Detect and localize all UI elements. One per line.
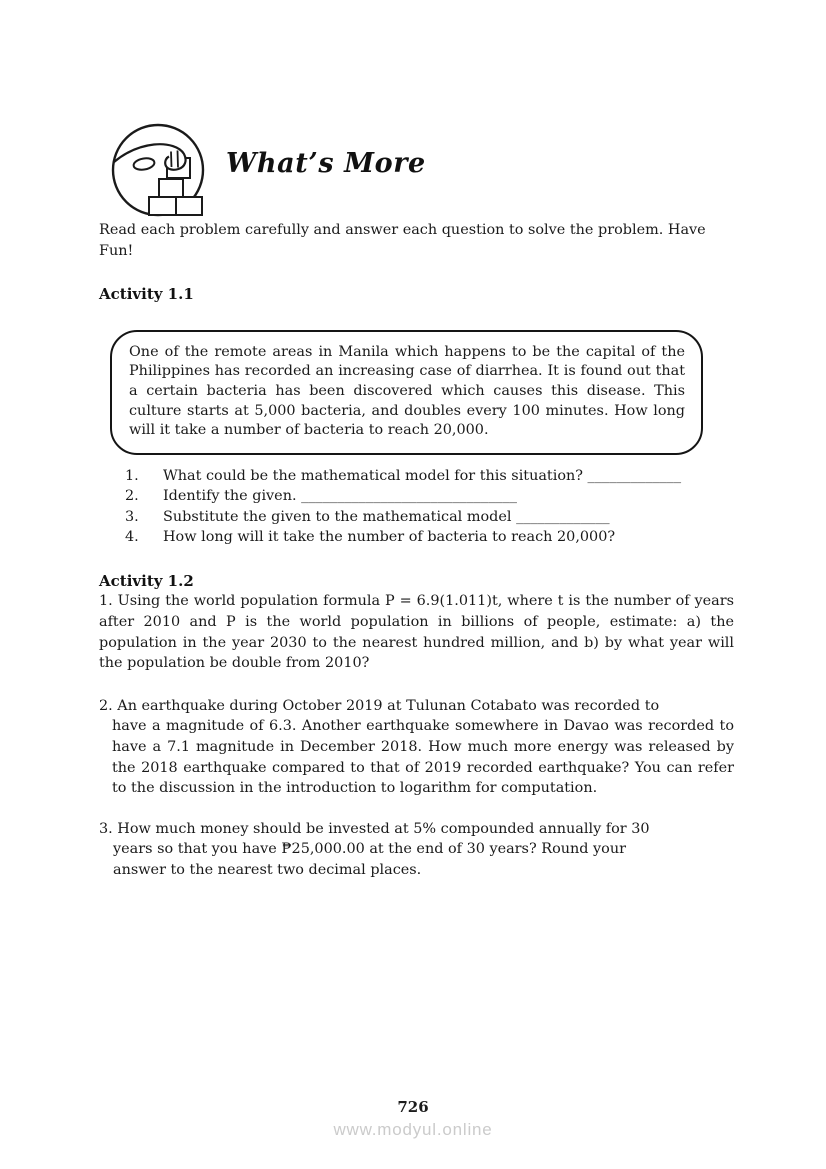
question-text: What could be the mathematical model for this situation? _____________	[163, 467, 682, 484]
section-title: What’s More	[226, 148, 426, 180]
problem-3-line-3: answer to the nearest two decimal places.	[113, 861, 422, 878]
question-text: Identify the given. ______________________________	[163, 488, 517, 505]
intro-text	[99, 220, 734, 261]
problem-box-text: One of the remote areas in Manila which happens to be the capital of the Philippines has recorded an increasing case of diarrhea. It is found out that a certain bacteria has been discovered which causes this disease. This culture starts at 5,000 bacteria, and doubles every 100 minutes. How long will it take a number of bacteria to reach 20,000.	[129, 343, 685, 439]
page-content	[99, 0, 734, 880]
question-item-4	[99, 527, 734, 548]
problem-2-line-1: 2. An earthquake during October 2019 at Tulunan Cotabato was recorded to	[99, 697, 660, 714]
activity-1-2-heading: Activity 1.2	[99, 571, 194, 590]
question-number: 2.	[125, 488, 139, 505]
page-footer	[0, 1097, 826, 1141]
activity-1-1-heading: Activity 1.1	[99, 285, 194, 304]
question-list	[99, 466, 734, 548]
problem-3	[99, 819, 734, 881]
problem-2-rest: have a magnitude of 6.3. Another earthquake somewhere in Davao was recorded to have a 7.1 magnitude in December 2018. How much more energy was released by the 2018 earthquake compared to that of 2019 recorded earthquake? You can refer to the discussion in the introduction to logarithm for computation.	[112, 718, 734, 797]
intro-line-2: Fun!	[99, 242, 134, 259]
problem-2	[99, 696, 734, 799]
question-number: 3.	[125, 508, 139, 525]
watermark: www.modyul.online	[333, 1120, 493, 1139]
question-number: 4.	[125, 529, 139, 546]
section-header	[99, 121, 734, 218]
problem-1: 1. Using the world population formula P = 6.9(1.011)t, where t is the number of years after 2010 and P is the world population in billions of people, estimate: a) the population in the year 2030 to the nearest hundred million, and b) by what year will the population be double from 2010?	[99, 593, 734, 672]
question-item-1	[99, 466, 734, 487]
question-text: Substitute the given to the mathematical model _____________	[163, 508, 610, 525]
problem-3-line-1: 3. How much money should be invested at 5% compounded annually for 30	[99, 820, 650, 837]
question-item-3	[99, 507, 734, 528]
problem-box	[110, 330, 703, 455]
hand-stacking-blocks-icon	[106, 122, 210, 218]
question-number: 1.	[125, 467, 139, 484]
question-text: How long will it take the number of bacteria to reach 20,000?	[163, 529, 616, 546]
question-item-2	[99, 486, 734, 507]
problem-3-line-2: years so that you have ₱25,000.00 at the end of 30 years? Round your	[113, 841, 626, 858]
page-number: 726	[397, 1098, 429, 1116]
intro-line-1: Read each problem carefully and answer each question to solve the problem. Have	[99, 222, 706, 238]
